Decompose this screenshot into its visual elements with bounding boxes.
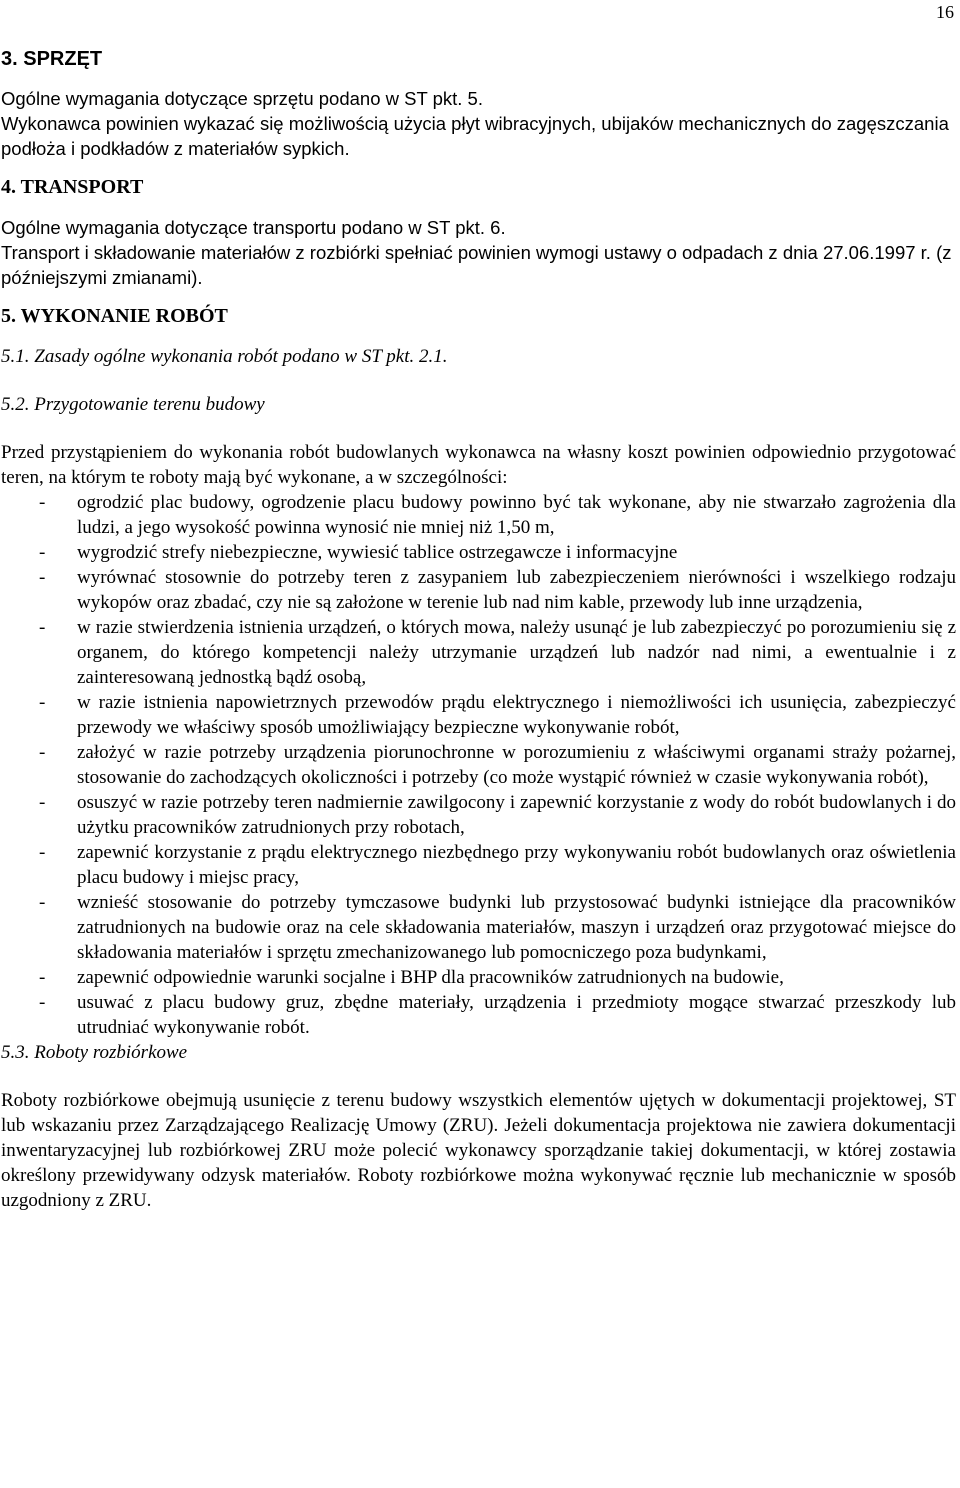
dash-bullet: - bbox=[39, 842, 46, 863]
section-4-heading: 4. TRANSPORT bbox=[1, 176, 144, 198]
dash-bullet: - bbox=[39, 742, 46, 763]
list-item bbox=[1, 890, 956, 965]
dash-bullet: - bbox=[39, 492, 46, 513]
section-5-heading: 5. WYKONANIE ROBÓT bbox=[1, 305, 228, 327]
section-5-3-paragraph: Roboty rozbiórkowe obejmują usunięcie z terenu budowy wszystkich elementów ujętych w dokumentacji projektowej, ST lub wskazaniu przez Zarządzającego Realizację Umowy (ZRU). Jeżeli dokumentacja projektowa nie zawiera dokumentacji inwentaryzacyjnej lub rozbiórkowej ZRU może polecić wykonawcy sporządzanie takiej dokumentacji, w której zostawia określony przewidywany odzysk materiałów. Roboty rozbiórkowe można wykonywać ręcznie lub mechanicznie w sposób uzgodniony z ZRU. bbox=[1, 1090, 956, 1211]
list-item bbox=[1, 540, 956, 565]
section-5-2-heading: 5.2. Przygotowanie terenu budowy bbox=[1, 394, 265, 415]
dash-bullet: - bbox=[39, 542, 46, 563]
document-content bbox=[1, 46, 956, 1213]
list-item bbox=[1, 740, 956, 790]
list-item bbox=[1, 615, 956, 690]
dash-bullet: - bbox=[39, 617, 46, 638]
list-item-text: ogrodzić plac budowy, ogrodzenie placu budowy powinno być tak wykonane, aby nie stwarzało zagrożenia dla ludzi, a jego wysokość powinna wynosić nie mniej niż 1,50 m, bbox=[77, 492, 956, 538]
list-item-text: wygrodzić strefy niebezpieczne, wywiesić tablice ostrzegawcze i informacyjne bbox=[77, 542, 678, 563]
list-item bbox=[1, 840, 956, 890]
dash-bullet: - bbox=[39, 692, 46, 713]
list-item bbox=[1, 565, 956, 615]
list-item bbox=[1, 990, 956, 1040]
section-3-paragraph: Ogólne wymagania dotyczące sprzętu podano w ST pkt. 5. bbox=[1, 88, 483, 109]
list-item-text: wyrównać stosownie do potrzeby teren z zasypaniem lub zabezpieczeniem nierówności i wszelkiego rodzaju wykopów oraz zbadać, czy nie są założone w terenie lub nad nim kable, przewody lub inne urządzenia, bbox=[77, 567, 956, 613]
list-item-text: wznieść stosowanie do potrzeby tymczasowe budynki lub przystosować budynki istniejące dla pracowników zatrudnionych na budowie oraz na cele składowania materiałów, maszyn i urządzeń oraz przygotować miejsce do składowania materiałów i sprzętu zmechanizowanego lub pomocniczego poza budynkami, bbox=[77, 892, 956, 963]
list-item-text: zapewnić korzystanie z prądu elektrycznego niezbędnego przy wykonywaniu robót budowlanych oraz oświetlenia placu budowy i miejsc pracy, bbox=[77, 842, 956, 888]
page-number: 16 bbox=[936, 2, 954, 22]
dash-bullet: - bbox=[39, 567, 46, 588]
list-item-text: osuszyć w razie potrzeby teren nadmiernie zawilgocony i zapewnić korzystanie z wody do robót budowlanych i do użytku pracowników zatrudnionych przy robotach, bbox=[77, 792, 956, 838]
section-4-paragraph: Ogólne wymagania dotyczące transportu podano w ST pkt. 6. bbox=[1, 217, 506, 238]
section-5-1-heading: 5.1. Zasady ogólne wykonania robót podano w ST pkt. 2.1. bbox=[1, 346, 448, 367]
section-4-paragraph: Transport i składowanie materiałów z rozbiórki spełniać powinien wymogi ustawy o odpadach z dnia 27.06.1997 r. (z późniejszymi zmianami). bbox=[1, 242, 952, 288]
list-item-text: w razie stwierdzenia istnienia urządzeń, o których mowa, należy usunąć je lub zabezpieczyć po porozumieniu się z organem, do którego kompetencji należy utrzymanie urządzeń lub nadzór nad nimi, a ewentualnie i z zainteresowaną jednostką bądź osobą, bbox=[77, 617, 956, 688]
dash-bullet: - bbox=[39, 967, 46, 988]
list-item-text: założyć w razie potrzeby urządzenia piorunochronne w porozumieniu z właściwymi organami straży pożarnej, stosowanie do zachodzących okoliczności i potrzeby (co może wystąpić również w czasie wykonywania robót), bbox=[77, 742, 956, 788]
section-5-3-heading: 5.3. Roboty rozbiórkowe bbox=[1, 1042, 188, 1063]
list-item-text: zapewnić odpowiednie warunki socjalne i BHP dla pracowników zatrudnionych na budowie, bbox=[77, 967, 784, 988]
dash-bullet: - bbox=[39, 992, 46, 1013]
preparation-list bbox=[1, 490, 956, 1040]
list-item bbox=[1, 690, 956, 740]
dash-bullet: - bbox=[39, 892, 46, 913]
list-item-text: w razie istnienia napowietrznych przewodów prądu elektrycznego i niemożliwości ich usunięcia, zabezpieczyć przewody we właściwy sposób umożliwiający bezpieczne wykonywanie robót, bbox=[77, 692, 956, 738]
list-item bbox=[1, 490, 956, 540]
list-item bbox=[1, 790, 956, 840]
section-3-paragraph: Wykonawca powinien wykazać się możliwością użycia płyt wibracyjnych, ubijaków mechanicznych do zagęszczania podłoża i podkładów z materiałów sypkich. bbox=[1, 113, 949, 159]
section-5-2-intro: Przed przystąpieniem do wykonania robót budowlanych wykonawca na własny koszt powinien odpowiednio przygotować teren, na którym te roboty mają być wykonane, a w szczególności: bbox=[1, 442, 956, 488]
dash-bullet: - bbox=[39, 792, 46, 813]
section-3-heading: 3. SPRZĘT bbox=[1, 48, 103, 70]
list-item-text: usuwać z placu budowy gruz, zbędne materiały, urządzenia i przedmioty mogące stwarzać przeszkody lub utrudniać wykonywanie robót. bbox=[77, 992, 956, 1038]
list-item bbox=[1, 965, 956, 990]
